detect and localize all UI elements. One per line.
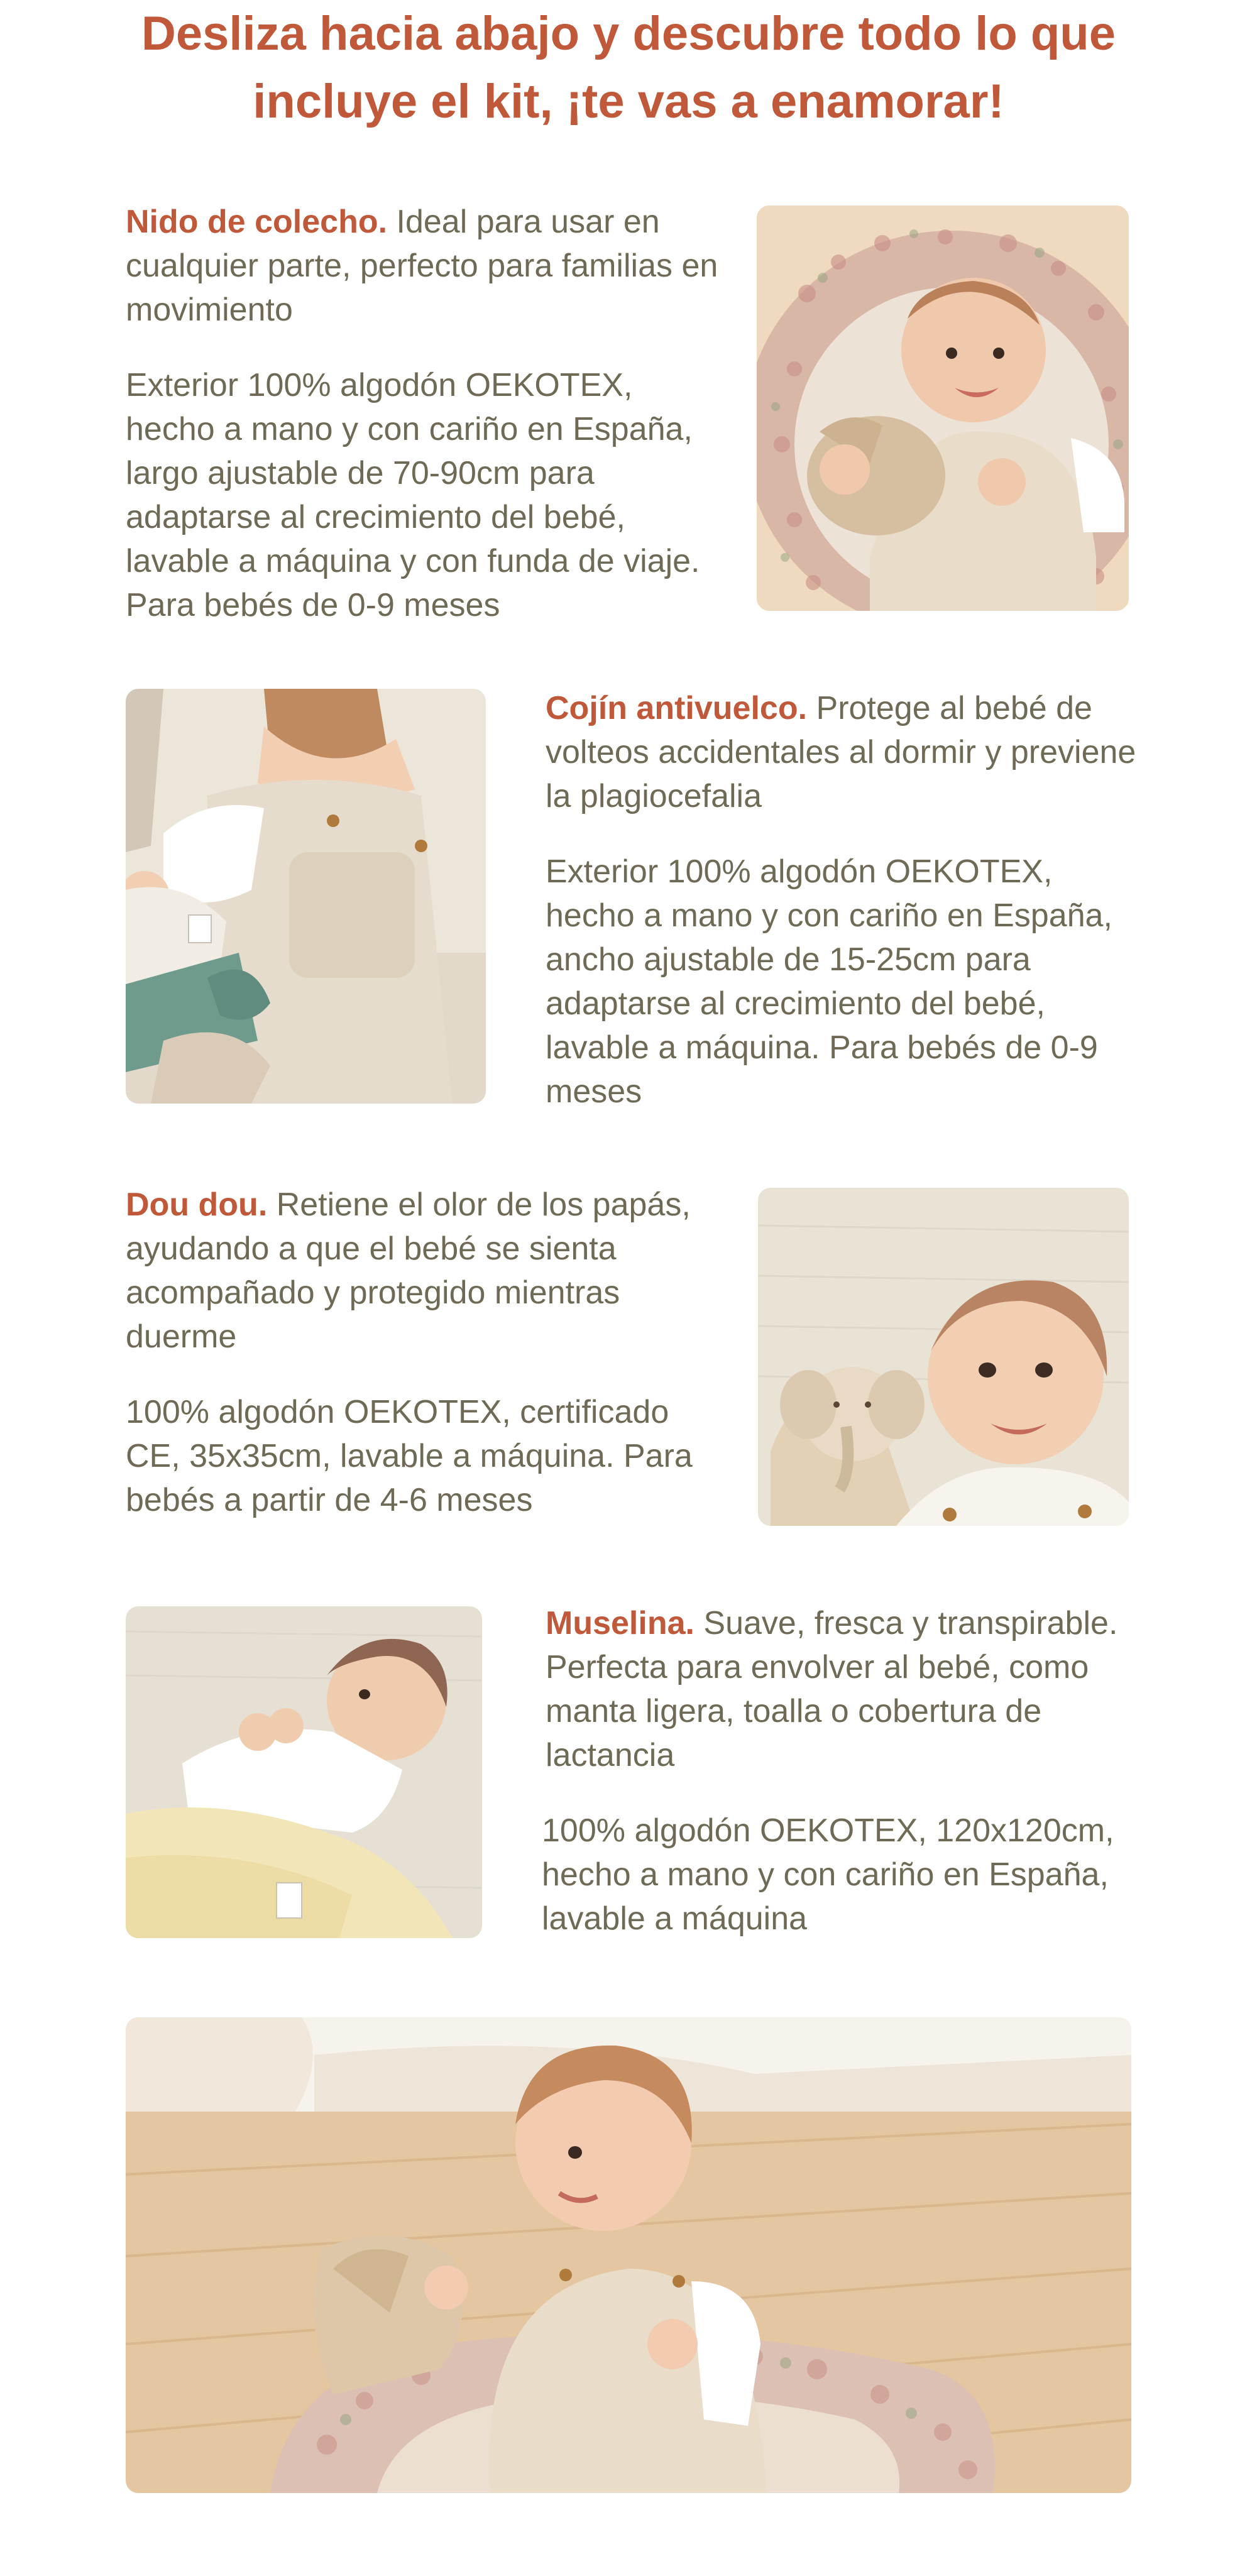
doudou-photo <box>758 1188 1129 1526</box>
nido-photo <box>757 206 1129 611</box>
item-nido-text <box>126 200 729 659</box>
item-muselina-lead: Muselina. Suave, fresca y transpirable. Perfecta para envolver al bebé, como manta ligera, toalla o cobertura de lactancia <box>546 1605 1118 1773</box>
item-doudou-text <box>126 1183 729 1554</box>
item-doudou-lead: Dou dou. Retiene el olor de los papás, ayudando a que el bebé se sienta acompañado y protegido mientras duerme <box>126 1187 691 1355</box>
kit-wide-photo <box>126 2017 1131 2493</box>
item-cojin-title: Cojín antivuelco. <box>546 690 808 726</box>
cojin-photo <box>126 689 486 1104</box>
item-cojin-text <box>546 686 1149 1145</box>
item-muselina-title: Muselina. <box>546 1605 694 1642</box>
item-nido-lead: Nido de colecho. Ideal para usar en cualquier parte, perfecto para familias en movimiento <box>126 204 718 328</box>
item-cojin-lead: Cojín antivuelco. Protege al bebé de volteos accidentales al dormir y previene la plagiocefalia <box>546 690 1136 814</box>
item-cojin-details: Exterior 100% algodón OEKOTEX, hecho a mano y con cariño en España, ancho ajustable de 15-25cm para adaptarse al crecimiento del bebé, lavable a máquina. Para bebés de 0-9 meses <box>546 853 1112 1110</box>
item-nido-title: Nido de colecho. <box>126 204 388 240</box>
item-muselina-details: 100% algodón OEKOTEX, 120x120cm, hecho a mano y con cariño en España, lavable a máquina <box>542 1812 1114 1937</box>
item-muselina-text <box>542 1601 1149 1972</box>
muselina-photo <box>126 1606 482 1938</box>
item-nido-details: Exterior 100% algodón OEKOTEX, hecho a mano y con cariño en España, largo ajustable de 70-90cm para adaptarse al crecimiento del bebé, lavable a máquina y con funda de viaje. Para bebés de 0-9 meses <box>126 367 700 623</box>
item-doudou-title: Dou dou. <box>126 1187 268 1223</box>
item-doudou-details: 100% algodón OEKOTEX, certificado CE, 35x35cm, lavable a máquina. Para bebés a partir de 4-6 meses <box>126 1394 693 1518</box>
page-heading: Desliza hacia abajo y descubre todo lo que incluye el kit, ¡te vas a enamorar! <box>141 7 1116 128</box>
